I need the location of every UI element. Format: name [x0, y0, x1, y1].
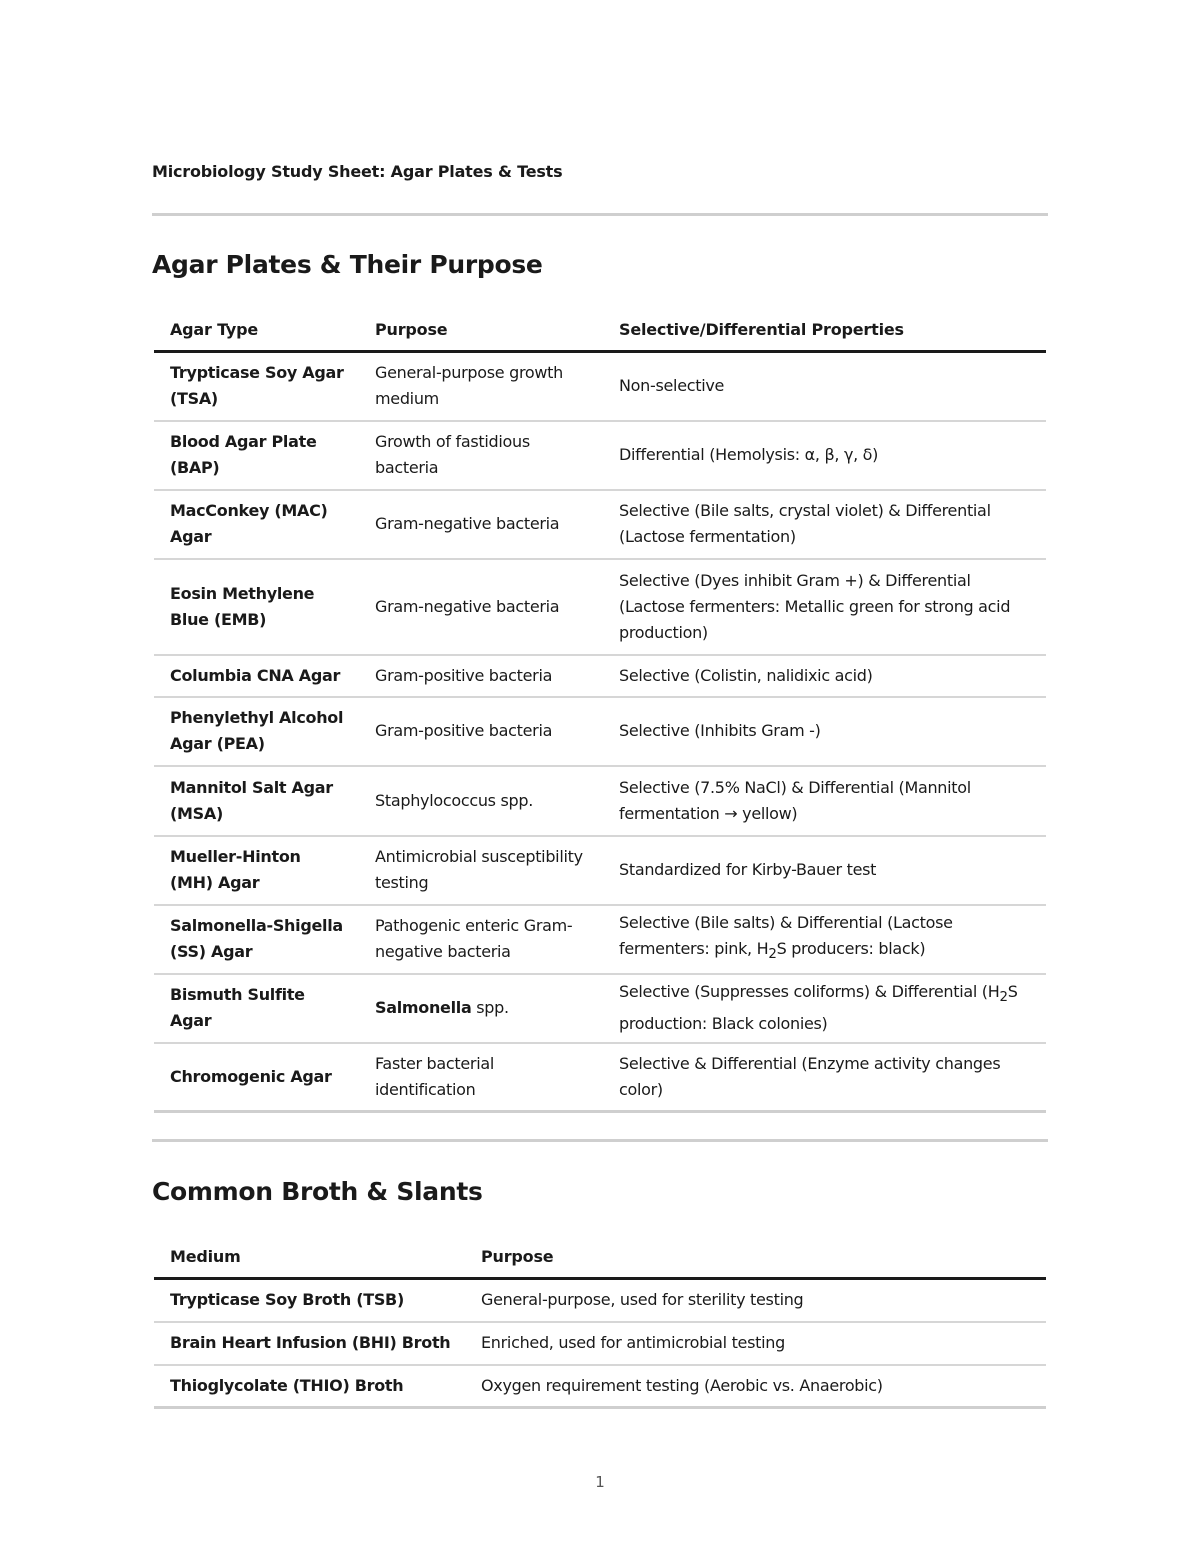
agar-properties-cell	[603, 974, 1046, 1043]
broth-table	[154, 1235, 1046, 1409]
header-divider	[152, 213, 1048, 216]
section-divider	[152, 1139, 1048, 1142]
agar-purpose-cell: Gram-positive bacteria	[359, 655, 603, 697]
broth-section-heading: Common Broth & Slants	[152, 1177, 483, 1206]
broth-table-header-row	[154, 1235, 1046, 1279]
table-row	[154, 421, 1046, 490]
agar-name-cell: Columbia CNA Agar	[154, 655, 359, 697]
agar-purpose-cell: Staphylococcus spp.	[359, 766, 603, 836]
column-header-properties: Selective/Differential Properties	[603, 308, 1046, 352]
medium-name-cell: Brain Heart Infusion (BHI) Broth	[154, 1322, 465, 1365]
medium-purpose-cell: General-purpose, used for sterility testing	[465, 1279, 1046, 1322]
agar-name-cell: MacConkey (MAC) Agar	[154, 490, 359, 559]
table-row	[154, 1322, 1046, 1365]
agar-properties-cell	[603, 905, 1046, 974]
agar-name-cell: Eosin Methylene Blue (EMB)	[154, 559, 359, 655]
agar-properties-cell: Selective (Dyes inhibit Gram +) & Differential (Lactose fermenters: Metallic green for strong acid production)	[603, 559, 1046, 655]
medium-purpose-cell: Enriched, used for antimicrobial testing	[465, 1322, 1046, 1365]
agar-name-cell: Chromogenic Agar	[154, 1043, 359, 1112]
medium-name-cell: Thioglycolate (THIO) Broth	[154, 1365, 465, 1408]
table-row	[154, 1365, 1046, 1408]
properties-text: Selective (Bile salts) & Differential (Lactose fermenters: pink, H	[619, 912, 953, 958]
table-row	[154, 905, 1046, 974]
agar-properties-cell: Standardized for Kirby-Bauer test	[603, 836, 1046, 905]
agar-purpose-cell: Antimicrobial susceptibility testing	[359, 836, 603, 905]
agar-section-heading: Agar Plates & Their Purpose	[152, 250, 543, 279]
document-header-title: Microbiology Study Sheet: Agar Plates & Tests	[152, 162, 563, 181]
agar-purpose-cell: Faster bacterial identification	[359, 1043, 603, 1112]
properties-text-continued: S production: Black colonies)	[619, 981, 1018, 1034]
agar-properties-cell: Selective (7.5% NaCl) & Differential (Mannitol fermentation → yellow)	[603, 766, 1046, 836]
genus-name: Salmonella	[375, 998, 472, 1017]
table-row	[154, 836, 1046, 905]
column-header-agar-type: Agar Type	[154, 308, 359, 352]
agar-properties-cell: Selective (Colistin, nalidixic acid)	[603, 655, 1046, 697]
table-row	[154, 352, 1046, 421]
agar-properties-cell: Differential (Hemolysis: α, β, γ, δ)	[603, 421, 1046, 490]
agar-purpose-cell: Pathogenic enteric Gram-negative bacteria	[359, 905, 603, 974]
agar-purpose-cell: Gram-negative bacteria	[359, 559, 603, 655]
agar-purpose-cell: Growth of fastidious bacteria	[359, 421, 603, 490]
agar-name-cell: Blood Agar Plate (BAP)	[154, 421, 359, 490]
agar-name-cell: Phenylethyl Alcohol Agar (PEA)	[154, 697, 359, 766]
column-header-purpose: Purpose	[465, 1235, 1046, 1279]
agar-properties-cell: Selective (Bile salts, crystal violet) & Differential (Lactose fermentation)	[603, 490, 1046, 559]
agar-purpose-cell: General-purpose growth medium	[359, 352, 603, 421]
table-row	[154, 766, 1046, 836]
page-number: 1	[595, 1473, 605, 1491]
agar-name-cell: Salmonella-Shigella (SS) Agar	[154, 905, 359, 974]
table-row	[154, 490, 1046, 559]
agar-properties-cell: Selective (Inhibits Gram -)	[603, 697, 1046, 766]
agar-table	[154, 308, 1046, 1113]
table-row	[154, 1043, 1046, 1112]
purpose-text: spp.	[471, 998, 509, 1017]
agar-name-cell: Mannitol Salt Agar (MSA)	[154, 766, 359, 836]
agar-purpose-cell: Gram-negative bacteria	[359, 490, 603, 559]
subscript-two: 2	[999, 990, 1008, 1006]
agar-purpose-cell	[359, 974, 603, 1043]
table-row	[154, 697, 1046, 766]
table-row	[154, 559, 1046, 655]
agar-name-cell: Trypticase Soy Agar (TSA)	[154, 352, 359, 421]
agar-properties-cell: Non-selective	[603, 352, 1046, 421]
column-header-purpose: Purpose	[359, 308, 603, 352]
agar-name-cell: Bismuth Sulfite Agar	[154, 974, 359, 1043]
properties-text: Selective (Suppresses coliforms) & Differential (H	[619, 981, 1000, 1001]
table-row	[154, 1279, 1046, 1322]
agar-table-header-row	[154, 308, 1046, 352]
agar-name-cell: Mueller-Hinton (MH) Agar	[154, 836, 359, 905]
properties-text-continued: S producers: black)	[776, 938, 926, 958]
agar-properties-cell: Selective & Differential (Enzyme activity changes color)	[603, 1043, 1046, 1112]
table-row	[154, 974, 1046, 1043]
column-header-medium: Medium	[154, 1235, 465, 1279]
table-row	[154, 655, 1046, 697]
subscript-two: 2	[768, 947, 777, 963]
medium-purpose-cell: Oxygen requirement testing (Aerobic vs. Anaerobic)	[465, 1365, 1046, 1408]
agar-purpose-cell: Gram-positive bacteria	[359, 697, 603, 766]
medium-name-cell: Trypticase Soy Broth (TSB)	[154, 1279, 465, 1322]
